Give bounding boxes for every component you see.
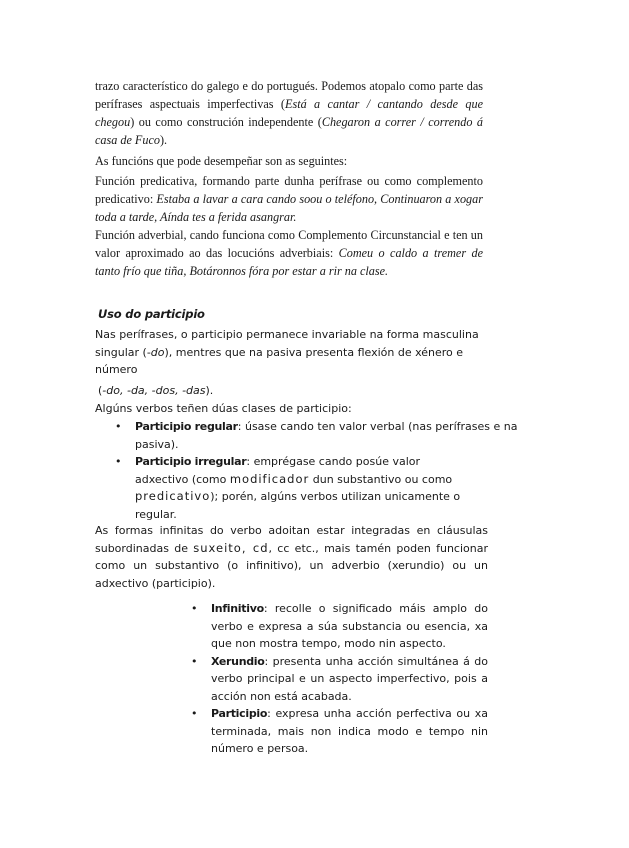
list-item-text-spaced: modificador (229, 471, 310, 486)
list-item-text: : recolle o significado máis amplo do verbo e expresa a súa substancia ou esencia, xa que non mostra tempo, modo nin aspecto. (211, 602, 488, 650)
text-run: ), mentres que na pasiva presenta flexión de xénero e número (95, 345, 464, 376)
list-item (115, 453, 470, 523)
list-item (191, 705, 488, 758)
list-item-label: Participio irregular (135, 455, 247, 468)
text-italic: do (150, 345, 165, 359)
list-item (191, 600, 488, 653)
list-item-label: Infinitivo (211, 602, 264, 615)
text-run: As formas infinitas do verbo adoitan estar integradas en cláusulas subordinadas de (95, 524, 488, 555)
list-item (115, 418, 535, 453)
paragraph-perifrases (95, 326, 485, 379)
example-italic: Está a cantar / cantando desde que chegou (95, 97, 483, 129)
text-run: ( (98, 384, 103, 397)
text-run: ) ou como construción independente ( (130, 115, 322, 129)
list-item-text: dun substantivo ou como (309, 472, 453, 486)
bullet-icon: • (191, 707, 198, 720)
text-run: trazo característico do galego e do portugués. Podemos atopalo como parte das perífrases aspectuais imperfectivas ( (95, 79, 483, 111)
section-title-text: Uso do participio (98, 307, 205, 321)
list-item-text: : emprégase cando posúe valor adxectivo (como (135, 455, 421, 486)
bullet-icon: • (115, 455, 122, 468)
list-item-label: Participio (211, 707, 268, 720)
participio-list (115, 418, 535, 523)
infinitas-list (191, 600, 488, 758)
bullet-icon: • (191, 654, 198, 668)
list-item-label: Xerundio (211, 654, 265, 668)
example-italic: Chegaron a correr / correndo á casa de Fuco (95, 115, 483, 147)
example-italic: Estaba a lavar a cara cando soou o teléfono, Continuaron a xogar toda a tarde, Aínda tes a ferida asangrar. (95, 192, 483, 224)
section-title (98, 306, 486, 324)
list-item-text: : expresa unha acción perfectiva ou xa terminada, mais non indica modo e tempo nin número e persoa. (211, 707, 488, 755)
list-item-label: Participio regular (135, 420, 238, 433)
list-item-text: : presenta unha acción simultánea á do verbo principal e un aspecto imperfectivo, pois a acción non está acabada. (211, 654, 488, 703)
paragraph-funcion-adverbial (95, 226, 483, 280)
text-run: ). (205, 384, 214, 397)
paragraph-flexion (98, 382, 486, 400)
text-spaced: suxeito, cd (193, 540, 269, 555)
list-item-text: ); porén, algúns verbos utilizan unicamente o regular. (135, 490, 461, 521)
paragraph-funcion-predicativa (95, 172, 483, 226)
list-item (191, 653, 488, 706)
text-run: ). (159, 133, 168, 147)
example-italic: Comeu o caldo a tremer de tanto frío que tiña, Botáronnos fóra por estar a rir na clase. (95, 246, 483, 278)
paragraph-formas-infinitas (95, 522, 488, 592)
paragraph-funcions: As funcións que pode desempeñar son as seguintes: (95, 154, 348, 168)
text-run: , cc etc., mais tamén poden funcionar como un substantivo (o infinitivo), un adverbio (xerundio) ou un adxectivo (participio). (95, 541, 488, 590)
paragraph-dúas-clases: Algúns verbos teñen dúas clases de participio: (95, 402, 352, 415)
bullet-icon: • (115, 420, 122, 433)
paragraph-participio-intro (95, 77, 483, 149)
text-run: Nas perífrases, o participio permanece invariable na forma masculina singular (- (95, 328, 479, 359)
list-item-text-spaced: predicativo (135, 489, 211, 503)
list-item-text: : úsase cando ten valor verbal (nas perífrases e na pasiva). (135, 420, 518, 451)
text-run: Función predicativa, formando parte dunha perífrase ou como complemento predicativo: (95, 174, 483, 206)
bullet-icon: • (191, 602, 198, 615)
text-run: Función adverbial, cando funciona como Complemento Circunstancial e ten un valor aproximado ao das locucións adverbiais: (95, 228, 483, 260)
text-italic: -do, -da, -dos, -das (102, 384, 206, 397)
